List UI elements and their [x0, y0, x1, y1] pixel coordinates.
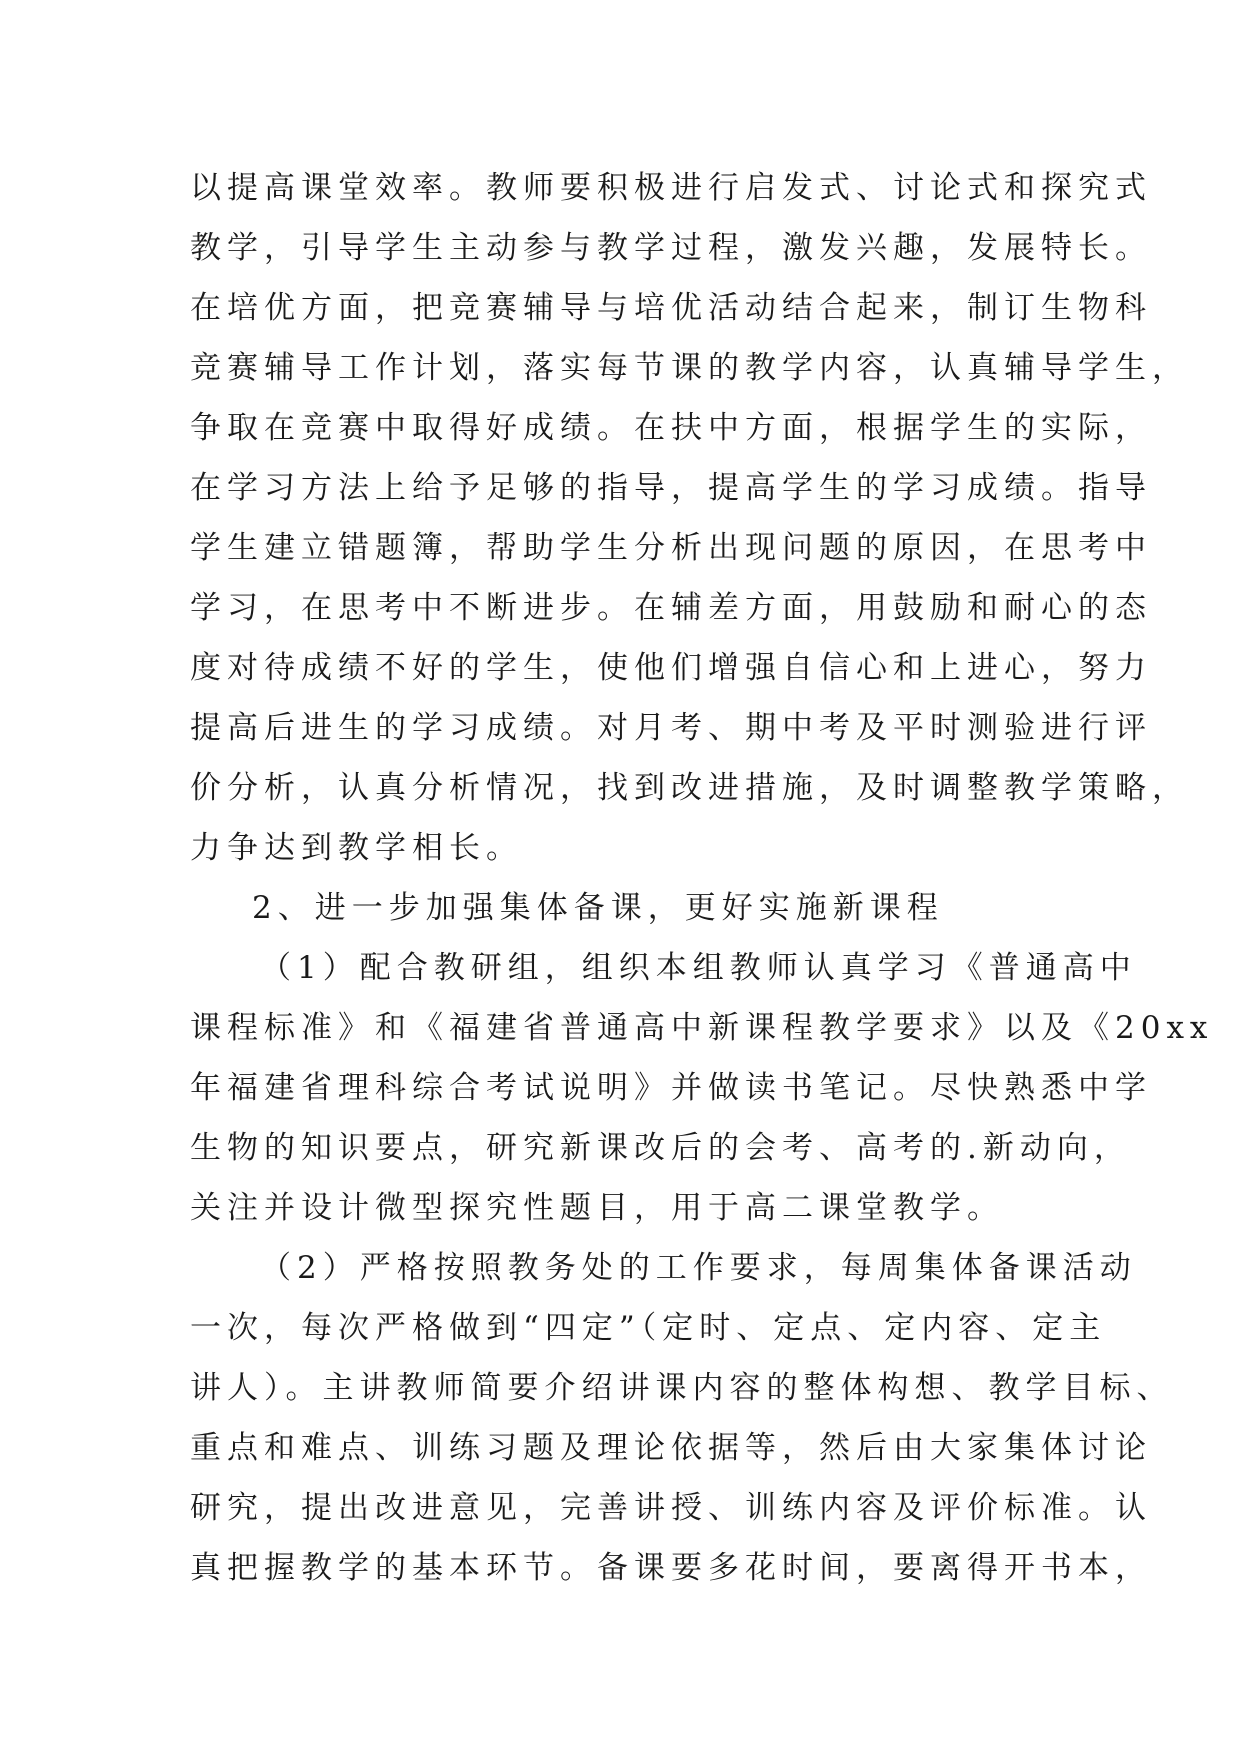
text-line: 讲人）。主讲教师简要介绍讲课内容的整体构想、教学目标、 — [190, 1370, 1174, 1406]
text-line: （2）严格按照教务处的工作要求，每周集体备课活动 — [260, 1250, 1137, 1286]
text-line: 度对待成绩不好的学生，使他们增强自信心和上进心，努力 — [190, 650, 1152, 686]
text-line: 在学习方法上给予足够的指导，提高学生的学习成绩。指导 — [190, 470, 1152, 506]
text-line: 一次，每次严格做到“四定”（定时、定点、定内容、定主 — [190, 1310, 1107, 1346]
text-line: 研究，提出改进意见，完善讲授、训练内容及评价标准。认 — [190, 1490, 1152, 1526]
body-text — [190, 158, 1214, 1598]
text-line: 重点和难点、训练习题及理论依据等，然后由大家集体讨论 — [190, 1430, 1152, 1466]
text-line: 争取在竞赛中取得好成绩。在扶中方面，根据学生的实际， — [190, 410, 1152, 446]
text-line: 课程标准》和《福建省普通高中新课程教学要求》以及《20xx — [190, 1010, 1214, 1046]
text-line: 价分析，认真分析情况，找到改进措施，及时调整教学策略， — [190, 770, 1189, 806]
section-heading: 2、进一步加强集体备课，更好实施新课程 — [252, 890, 944, 926]
text-line: 真把握教学的基本环节。备课要多花时间，要离得开书本， — [190, 1550, 1152, 1586]
text-line: 以提高课堂效率。教师要积极进行启发式、讨论式和探究式 — [190, 170, 1152, 206]
text-line: 力争达到教学相长。 — [190, 830, 523, 866]
text-line: 生物的知识要点，研究新课改后的会考、高考的.新动向， — [190, 1130, 1131, 1166]
text-line: 教学，引导学生主动参与教学过程，激发兴趣，发展特长。 — [190, 230, 1152, 266]
text-line: 提高后进生的学习成绩。对月考、期中考及平时测验进行评 — [190, 710, 1152, 746]
text-line: 关注并设计微型探究性题目，用于高二课堂教学。 — [190, 1190, 1004, 1226]
text-line: 学生建立错题簿，帮助学生分析出现问题的原因，在思考中 — [190, 530, 1152, 566]
text-line: 在培优方面，把竞赛辅导与培优活动结合起来，制订生物科 — [190, 290, 1152, 326]
text-line: 年福建省理科综合考试说明》并做读书笔记。尽快熟悉中学 — [190, 1070, 1152, 1106]
text-line: （1）配合教研组，组织本组教师认真学习《普通高中 — [260, 950, 1137, 986]
text-line: 学习，在思考中不断进步。在辅差方面，用鼓励和耐心的态 — [190, 590, 1152, 626]
text-line: 竞赛辅导工作计划，落实每节课的教学内容，认真辅导学生， — [190, 350, 1189, 386]
